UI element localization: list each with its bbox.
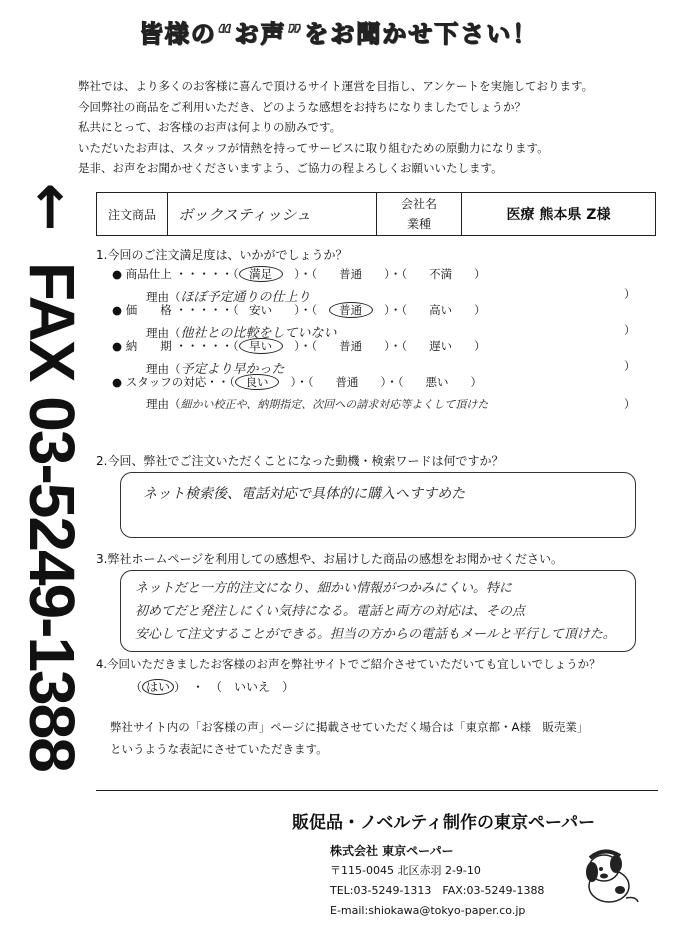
q2-answer: ネット検索後、電話対応で具体的に購入へすすめた bbox=[143, 486, 466, 502]
company-label: 会社名 bbox=[400, 197, 437, 211]
industry-label: 業種 bbox=[406, 217, 431, 231]
q1-option[interactable]: 遅い bbox=[429, 339, 453, 353]
footer-tagline: 販促品・ノベルティ制作の東京ペーパー bbox=[292, 813, 596, 833]
q2-title: 2.今回、弊社でご注文いただくことになった動機・検索ワードは何ですか？ bbox=[96, 454, 504, 468]
option-separator: ）・（ bbox=[372, 303, 419, 317]
reason-close-paren: ） bbox=[624, 359, 636, 373]
q3-title: 3.弊社ホームページを利用しての感想や、お届けした商品の感想をお聞かせください。 bbox=[96, 552, 563, 566]
reason-close-paren: ） bbox=[624, 287, 636, 301]
product-value: ボックスティッシュ bbox=[168, 193, 377, 236]
q1-option[interactable]: 早い bbox=[239, 338, 283, 354]
q1-option[interactable]: 不満 bbox=[429, 267, 453, 281]
q1-item-row bbox=[112, 266, 486, 282]
q1-option[interactable]: 普通 bbox=[329, 302, 373, 318]
q1-title: 1.今回のご注文満足度は、いかがでしょうか？ bbox=[96, 248, 348, 262]
note-line: 弊社サイト内の「お客様の声」ページに掲載させていただく場合は「東京都・A様 販売業」 bbox=[110, 720, 589, 734]
q1-item-row bbox=[112, 374, 482, 390]
q1-option[interactable]: 良い bbox=[235, 374, 279, 390]
publication-note bbox=[110, 716, 588, 760]
reason-label: 理由（ bbox=[146, 397, 181, 411]
q1-item-label: ● スタッフの対応・・（ bbox=[112, 375, 235, 389]
q1-reason-value: 予定より早かった bbox=[180, 362, 285, 377]
intro-text bbox=[78, 76, 593, 179]
q1-option[interactable]: 満足 bbox=[239, 266, 283, 282]
q3-answer-line: 安心して注文することができる。担当の方からの電話もメールと平行して頂けた。 bbox=[135, 627, 616, 642]
q4-options: （ はい ） ・ （ いいえ ） bbox=[130, 680, 295, 694]
q1-item-label: ● 価 格 ・・・・・（ bbox=[112, 303, 239, 317]
intro-line: いただいたお声は、スタッフが情熱を持ってサービスに取り組むための原動力になります。 bbox=[78, 140, 549, 155]
option-separator: ）・（ bbox=[372, 267, 419, 281]
q1-option[interactable]: 普通 bbox=[339, 339, 363, 353]
option-close: ） bbox=[462, 303, 486, 317]
footer-email: E-mail:shiokawa@tokyo-paper.co.jp bbox=[330, 904, 526, 917]
option-separator: ）・（ bbox=[282, 339, 329, 353]
option-close: ） bbox=[458, 375, 482, 389]
company-industry-label bbox=[377, 193, 462, 236]
q1-option[interactable]: 高い bbox=[429, 303, 453, 317]
q4-title: 4.今回いただきましたお客様のお声を弊社サイトでご紹介させていただいても宜しいでしょうか？ bbox=[96, 657, 601, 671]
q1-item-label: ● 商品仕上 ・・・・・（ bbox=[112, 267, 239, 281]
page-title: 皆様の“お声”をお聞かせ下さい！ bbox=[138, 20, 539, 48]
option-separator: ）・（ bbox=[278, 375, 325, 389]
q1-option[interactable]: 普通 bbox=[339, 267, 363, 281]
q4-option-no[interactable]: いいえ bbox=[234, 680, 271, 694]
product-table bbox=[96, 192, 656, 236]
intro-line: 今回弊社の商品をご利用いただき、どのような感想をお持ちになりましたでしょうか？ bbox=[78, 99, 527, 114]
dog-mascot-icon bbox=[574, 842, 644, 912]
q1-reason-value: 細かい校正や、納期指定、次回への請求対応等よくして頂けた bbox=[180, 398, 489, 411]
option-close: ） bbox=[462, 339, 486, 353]
intro-line: 是非、お声をお聞かせくださいますよう、ご協力の程よろしくお願いいたします。 bbox=[78, 161, 503, 175]
up-arrow-icon: ↑ bbox=[25, 174, 75, 242]
option-separator: ）・（ bbox=[282, 303, 329, 317]
note-line: というような表記にさせていただきます。 bbox=[110, 742, 328, 756]
q1-reason-value: 他社との比較をしていない bbox=[180, 326, 337, 341]
footer-tel-fax: TEL:03-5249-1313 FAX:03-5249-1388 bbox=[330, 884, 545, 897]
footer-address: 〒115-0045 北区赤羽 2-9-10 bbox=[330, 864, 481, 877]
q3-answer-line: ネットだと一方的注文になり、細かい情報がつかみにくい。特に bbox=[135, 581, 513, 596]
option-close: ） bbox=[462, 267, 486, 281]
intro-line: 弊社では、より多くのお客様に喜んで頂けるサイト運営を目指し、アンケートを実施しております。 bbox=[78, 79, 594, 93]
q3-answer bbox=[135, 577, 616, 646]
q1-item-row bbox=[112, 302, 486, 318]
company-value: 医療 熊本県 Z様 bbox=[462, 193, 656, 236]
reason-close-paren: ） bbox=[624, 323, 636, 337]
option-separator: ）・（ bbox=[282, 267, 329, 281]
reason-close-paren: ） bbox=[624, 397, 636, 411]
intro-line: 私共にとって、お客様のお声は何よりの励みです。 bbox=[78, 120, 342, 134]
q2-answer-box bbox=[120, 472, 636, 538]
q1-reason-row bbox=[146, 396, 636, 412]
side-fax-number: FAX 03-5249-1388 bbox=[16, 262, 88, 771]
reason-label: 理由（ bbox=[146, 326, 181, 340]
product-label: 注文商品 bbox=[97, 193, 168, 236]
q1-option[interactable]: 悪い bbox=[425, 375, 449, 389]
footer-divider bbox=[96, 790, 658, 791]
q3-answer-box bbox=[120, 570, 636, 652]
reason-label: 理由（ bbox=[146, 362, 181, 376]
q1-item-row bbox=[112, 338, 486, 354]
footer-company: 株式会社 東京ペーパー bbox=[330, 844, 454, 858]
q1-item-label: ● 納 期 ・・・・・（ bbox=[112, 339, 239, 353]
reason-label: 理由（ bbox=[146, 290, 181, 304]
q1-option[interactable]: 安い bbox=[249, 303, 273, 317]
q1-option[interactable]: 普通 bbox=[335, 375, 359, 389]
option-separator: ）・（ bbox=[372, 339, 419, 353]
q3-answer-line: 初めてだと発注しにくい気持になる。電話と両方の対応は、その点 bbox=[135, 604, 526, 619]
q1-reason-value: ほぼ予定通りの仕上り bbox=[180, 290, 311, 305]
option-separator: ）・（ bbox=[368, 375, 415, 389]
q4-option-yes[interactable]: はい bbox=[142, 679, 174, 695]
